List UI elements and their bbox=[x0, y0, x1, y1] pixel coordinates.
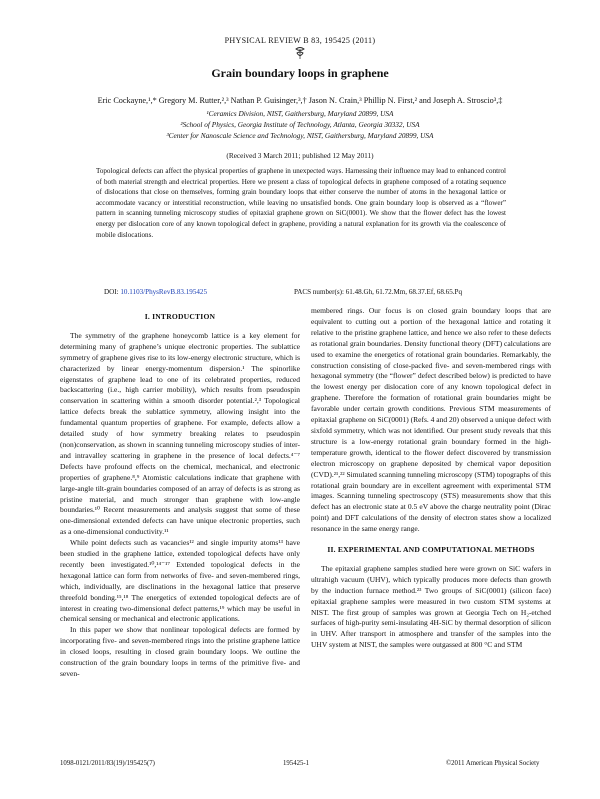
paper-title: Grain boundary loops in graphene bbox=[211, 66, 389, 80]
section-heading-introduction: I. INTRODUCTION bbox=[144, 312, 216, 321]
journal-logo-icon bbox=[292, 46, 308, 60]
methods-paragraph-1: The epitaxial graphene samples studied here were grown on SiC wafers in ultrahigh vacuum (UHV), which typically produces more defects than growth by the induction furnace method.²³ Two groups of SiC(0001) (silicon face) epitaxial graphene samples were measured in two custom STM systems at NIST. The first group of samples was grown at Georgia Tech on H₂-etched surfaces of high-purity semi-insulating 4H-SiC by thermal desorption of silicon in UHV. After transport in atmosphere and transfer of the samples into the UHV system at NIST, the samples were outgassed at 800 °C and STM bbox=[311, 563, 551, 650]
intro-paragraph-1: The symmetry of the graphene honeycomb lattice is a key element for determining many of graphene’s unique electronic properties. The sublattice symmetry of graphene gives rise to its low-energy electronic structure, which is characterized by linear energy-momentum dispersion.¹ The spinorlike eigenstates of graphene lead to one of its celebrated properties, reduced backscattering (i.e., high carrier mobility), which results from pseudospin conservation in scattering within a smooth disorder potential.²,³ Topological lattice defects break the sublattice symmetry, allowing insight into the fundamental quantum properties of graphene. For example, defects allow a detailed study of how symmetry breaking relates to pseudospin (non)conservation, as shown in scanning tunneling microscopy studies of inter- and intravalley scattering in graphene in the presence of local defects.⁴⁻⁷ Defects have profound effects on the chemical, mechanical, and electronic properties of graphene.⁸,⁹ Atomistic calculations indicate that graphene with large-angle tilt-grain boundaries composed of an array of defects is as strong as pristine material, and much stronger than graphene with low-angle boundaries.¹⁰ Recent measurements and analysis suggest that some of these one-dimensional extended defects can have unique electronic properties, such as a one-dimensional conductivity.¹¹ bbox=[60, 330, 300, 537]
footer-page-number: 195425-1 bbox=[283, 760, 310, 767]
section-heading-methods: II. EXPERIMENTAL AND COMPUTATIONAL METHODS bbox=[327, 545, 535, 555]
left-column bbox=[60, 306, 300, 680]
intro-paragraph-3: In this paper we show that nonlinear topological defects are formed by incorporating five- and seven-membered rings into the pristine graphene lattice in closed loops, resulting in closed grain boundary loops. We outline the construction of the grain boundary loops in terms of the primitive five- and seven- bbox=[60, 625, 300, 678]
journal-logo-icon-graphic bbox=[293, 46, 307, 60]
footer-issn: 1098-0121/2011/83(19)/195425(7) bbox=[60, 760, 155, 767]
doi-label: DOI: bbox=[104, 288, 119, 296]
received-dates: (Received 3 March 2011; published 12 May 2011) bbox=[226, 151, 374, 160]
right-column bbox=[311, 306, 551, 651]
affiliation-3: ³Center for Nanoscale Science and Technology, NIST, Gaithersburg, Maryland 20899, USA bbox=[166, 131, 434, 140]
doi-link[interactable]: 10.1103/PhysRevB.83.195425 bbox=[120, 288, 208, 296]
intro-paragraph-2: While point defects such as vacancies¹² and single impurity atoms¹³ have been studied in the graphene lattice, extended topological defects have only recently been investigated.¹⁰,¹⁴⁻¹⁷ Extended topological defects in the hexagonal lattice can form from networks of five- and seven-membered rings, which, individually, are disclinations in the hexagonal lattice that preserve threefold bonding.¹⁵,¹⁸ The energetics of extended topological defects are of interest in creating two-dimensional defect patterns,¹⁹ which may be useful in chemical sensing or mechanical and electronic applications. bbox=[60, 538, 300, 624]
intro-paragraph-continued: membered rings. Our focus is on closed grain boundary loops that are equivalent to cutting out a portion of the hexagonal lattice and rotating it relative to the pristine graphene lattice, and hence we also refer to these defects as rotational grain boundaries. Density functional theory (DFT) calculations are used to examine the energetics of rotational grain boundaries. Remarkably, the construction consisting of close-packed five- and seven-membered rings with hexagonal symmetry (the “flower” defect described below) is predicted to have the lowest energy per dislocation core of any known topological defect in graphene. Therefore the formation of rotational grain boundaries might be favorable under certain growth conditions. Previous STM measurements of epitaxial graphene on SiC(0001) (Refs. 4 and 20) observed a unique defect with sixfold symmetry, which was not identified. Our present study reveals that this structure is a low-energy rotational grain boundary formed in the high-temperature growth, identical to the flower defect discovered by transmission electron microscopy on graphene deposited by chemical vapor deposition (CVD).²¹,²² Simulated scanning tunneling microscopy (STM) topographs of this rotational grain boundary are in excellent agreement with experimental STM images. Scanning tunneling spectroscopy (STS) measurements show that this defect has an electronic state at 0.5 eV above the charge neutrality point (Dirac point) and DFT calculations of the density of electron states show a localized resonance in the same energy range. bbox=[311, 306, 551, 534]
footer-copyright: ©2011 American Physical Society bbox=[446, 760, 540, 767]
affiliation-2: ²School of Physics, Georgia Institute of Technology, Atlanta, Georgia 30332, USA bbox=[180, 120, 420, 129]
affiliation-1: ¹Ceramics Division, NIST, Gaithersburg, Maryland 20899, USA bbox=[206, 109, 394, 118]
abstract: Topological defects can affect the physical properties of graphene in unexpected ways. Harnessing their influence may lead to enhanced control of both material strength and electrical properties. Here we present a class of topological defects in graphene composed of a rotating sequence of dislocations that close on themselves, forming grain boundary loops that either conserve the number of atoms in the hexagonal lattice or accommodate vacancy or interstitial reconstruction, while leaving no unsatisfied bonds. One grain boundary loop is observed as a “flower” pattern in scanning tunneling microscopy studies of epitaxial graphene grown on SiC(0001). We show that the flower defect has the lowest energy per dislocation core of any known topological defect in graphene, providing a natural explanation for its growth via the coalescence of mobile dislocations. bbox=[96, 167, 506, 239]
doi-line bbox=[104, 288, 207, 296]
author-list: Eric Cockayne,¹,* Gregory M. Rutter,²,³ Nathan P. Guisinger,³,† Jason N. Crain,³ Phillip N. First,² and Joseph A. Stroscio³,‡ bbox=[97, 96, 503, 105]
journal-header: PHYSICAL REVIEW B 83, 195425 (2011) bbox=[224, 36, 376, 45]
pacs-numbers: PACS number(s): 61.48.Gh, 61.72.Mm, 68.37.Ef, 68.65.Pq bbox=[294, 288, 463, 296]
